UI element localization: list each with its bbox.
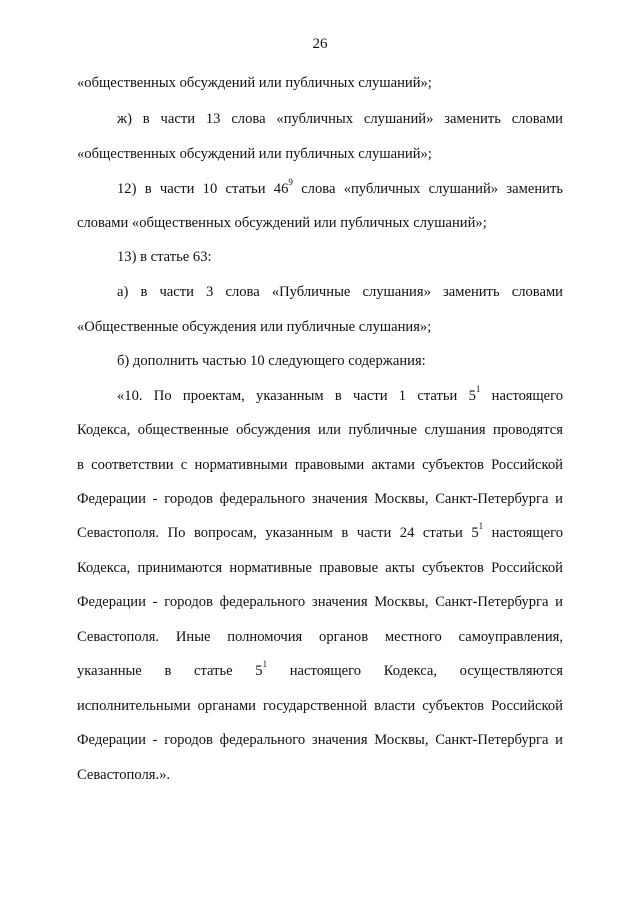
text-line: «10. По проектам, указанным в части 1 статьи $5^1$ настоящего <box>117 384 563 404</box>
text-line: Севастополя.». <box>77 767 171 783</box>
text-line: «общественных обсуждений или публичных слушаний»; <box>77 75 432 91</box>
text-line: «Общественные обсуждения или публичные слушания»; <box>77 319 432 335</box>
text-line: а) в части 3 слова «Публичные слушания» заменить словами <box>117 284 563 300</box>
superscript: 1 <box>475 384 481 395</box>
text-line: ж) в части 13 слова «публичных слушаний» заменить словами <box>117 111 563 127</box>
text-line: 12) в части 10 статьи $46^9$ слова «публичных слушаний» заменить <box>117 177 563 197</box>
text-line: Федерации - городов федерального значения Москвы, Санкт-Петербурга и <box>77 732 563 748</box>
text-line: 13) в статье 63: <box>117 249 212 265</box>
text-line: б) дополнить частью 10 следующего содержания: <box>117 353 426 369</box>
text-line: Федерации - городов федерального значения Москвы, Санкт-Петербурга и <box>77 594 563 610</box>
text-line: в соответствии с нормативными правовыми актами субъектов Российской <box>77 457 563 473</box>
superscript: 9 <box>288 177 293 188</box>
text-line: Кодекса, общественные обсуждения или публичные слушания проводятся <box>77 422 563 438</box>
text-line: «общественных обсуждений или публичных слушаний»; <box>77 146 432 162</box>
text-line: Севастополя. По вопросам, указанным в части 24 статьи $5^1$ настоящего <box>77 521 563 541</box>
superscript: 1 <box>478 521 484 532</box>
text-line: Федерации - городов федерального значения Москвы, Санкт-Петербурга и <box>77 491 563 507</box>
text-line: указанные в статье $5^1$ настоящего Кодекса, осуществляются <box>77 659 563 679</box>
superscript: 1 <box>262 659 268 670</box>
text-line: Севастополя. Иные полномочия органов местного самоуправления, <box>77 629 563 645</box>
text-line: словами «общественных обсуждений или публичных слушаний»; <box>77 215 487 231</box>
text-line: Кодекса, принимаются нормативные правовые акты субъектов Российской <box>77 560 563 576</box>
page-number: 26 <box>312 36 328 52</box>
text-line: исполнительными органами государственной власти субъектов Российской <box>77 698 563 714</box>
